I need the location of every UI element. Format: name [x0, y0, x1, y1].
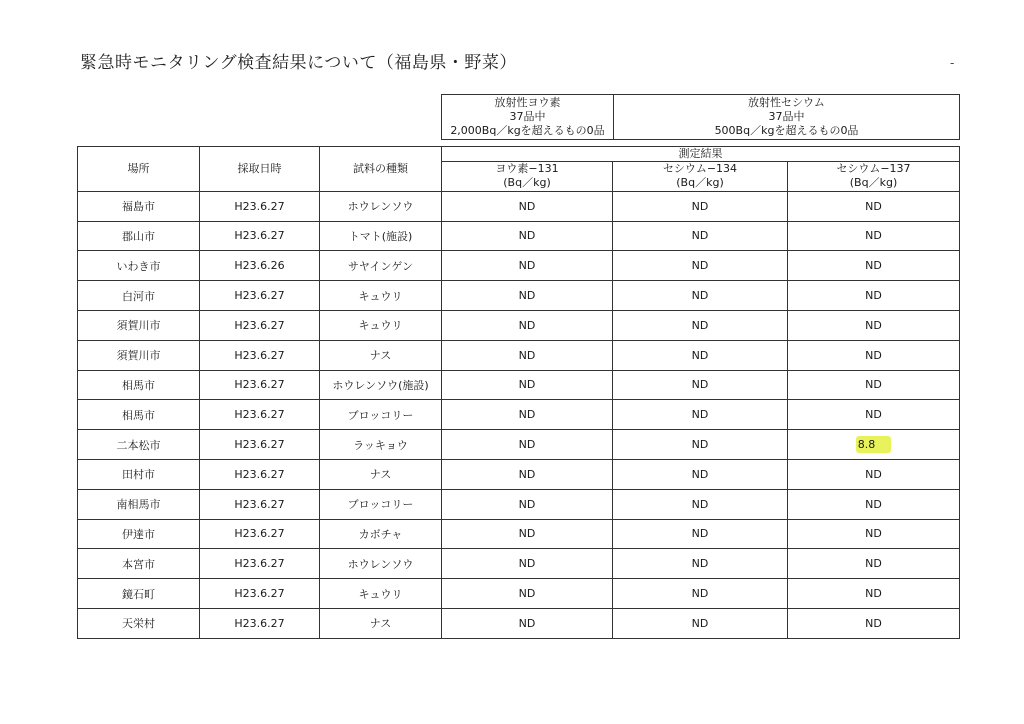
cell-sample: ラッキョウ [320, 430, 442, 460]
summary-iodine-label: 放射性ヨウ素 [494, 96, 561, 109]
cell-date: H23.6.27 [200, 340, 320, 370]
cell-date: H23.6.27 [200, 579, 320, 609]
cell-cs137: ND [788, 340, 960, 370]
table-row [78, 579, 960, 609]
results-body [78, 191, 960, 638]
cell-sample: トマト(施設) [320, 221, 442, 251]
cell-i131: ND [442, 549, 613, 579]
cell-cs137: ND [788, 400, 960, 430]
cell-i131: ND [442, 489, 613, 519]
cell-cs137: ND [788, 221, 960, 251]
summary-cesium-count: 37品中 [768, 110, 805, 123]
summary-iodine [442, 95, 614, 140]
cell-place: 二本松市 [78, 430, 200, 460]
table-row [78, 251, 960, 281]
summary-iodine-result: 2,000Bq／kgを超えるもの0品 [450, 124, 605, 137]
cell-cs137: ND [788, 281, 960, 311]
cell-place: 鏡石町 [78, 579, 200, 609]
table-row [78, 400, 960, 430]
cell-cs137 [788, 430, 960, 460]
cell-date: H23.6.27 [200, 430, 320, 460]
cell-sample: キュウリ [320, 281, 442, 311]
cell-cs137: ND [788, 370, 960, 400]
cell-sample: キュウリ [320, 579, 442, 609]
cell-i131: ND [442, 579, 613, 609]
cell-place: 福島市 [78, 191, 200, 221]
cell-place: 相馬市 [78, 370, 200, 400]
cell-i131: ND [442, 310, 613, 340]
cell-date: H23.6.27 [200, 519, 320, 549]
table-row [78, 370, 960, 400]
header-i131 [442, 162, 613, 192]
cell-date: H23.6.27 [200, 310, 320, 340]
header-cs134 [613, 162, 788, 192]
cell-place: 天栄村 [78, 608, 200, 638]
cell-sample: サヤインゲン [320, 251, 442, 281]
cell-place: 田村市 [78, 459, 200, 489]
table-row [78, 191, 960, 221]
cell-place: 郡山市 [78, 221, 200, 251]
cell-cs137: ND [788, 251, 960, 281]
cell-cs134: ND [613, 608, 788, 638]
cell-date: H23.6.27 [200, 608, 320, 638]
cell-cs137: ND [788, 579, 960, 609]
cell-i131: ND [442, 340, 613, 370]
cell-sample: ナス [320, 340, 442, 370]
table-row [78, 519, 960, 549]
cell-i131: ND [442, 608, 613, 638]
table-row [78, 310, 960, 340]
cell-date: H23.6.27 [200, 191, 320, 221]
header-i131-unit: (Bq／kg) [503, 176, 551, 190]
header-sample: 試料の種類 [320, 147, 442, 192]
cell-cs137: ND [788, 489, 960, 519]
cell-i131: ND [442, 459, 613, 489]
cell-cs134: ND [613, 251, 788, 281]
cell-place: 相馬市 [78, 400, 200, 430]
table-row [78, 549, 960, 579]
cell-i131: ND [442, 191, 613, 221]
cell-place: 須賀川市 [78, 310, 200, 340]
document-title: 緊急時モニタリング検査結果について（福島県・野菜） [80, 53, 517, 73]
cell-cs134: ND [613, 191, 788, 221]
summary-cesium-result: 500Bq／kgを超えるもの0品 [714, 124, 859, 137]
corner-mark: - [950, 56, 955, 70]
cell-sample: ナス [320, 608, 442, 638]
cell-cs137: ND [788, 310, 960, 340]
cell-i131: ND [442, 370, 613, 400]
table-row [78, 459, 960, 489]
cell-place: 白河市 [78, 281, 200, 311]
cell-cs134: ND [613, 430, 788, 460]
cell-i131: ND [442, 221, 613, 251]
header-cs137-unit: (Bq／kg) [849, 176, 898, 190]
cell-cs134: ND [613, 549, 788, 579]
cell-cs137: ND [788, 608, 960, 638]
cell-cs134: ND [613, 489, 788, 519]
cell-sample: ブロッコリー [320, 400, 442, 430]
header-cs137-name: セシウム−137 [836, 162, 911, 176]
summary-cesium [614, 95, 960, 140]
cell-cs137: ND [788, 191, 960, 221]
cell-cs134: ND [613, 370, 788, 400]
results-table [77, 146, 960, 639]
summary-iodine-count: 37品中 [509, 110, 546, 123]
cell-cs134: ND [613, 221, 788, 251]
table-row [78, 489, 960, 519]
cell-place: いわき市 [78, 251, 200, 281]
header-place: 場所 [78, 147, 200, 192]
cell-sample: ホウレンソウ [320, 549, 442, 579]
cell-cs134: ND [613, 340, 788, 370]
cell-date: H23.6.26 [200, 251, 320, 281]
cell-i131: ND [442, 430, 613, 460]
cell-i131: ND [442, 251, 613, 281]
cell-date: H23.6.27 [200, 549, 320, 579]
cell-i131: ND [442, 281, 613, 311]
cell-date: H23.6.27 [200, 400, 320, 430]
cell-place: 須賀川市 [78, 340, 200, 370]
cell-cs134: ND [613, 281, 788, 311]
cell-date: H23.6.27 [200, 281, 320, 311]
header-cs134-name: セシウム−134 [662, 162, 738, 176]
cell-place: 南相馬市 [78, 489, 200, 519]
cell-sample: ブロッコリー [320, 489, 442, 519]
cell-sample: ホウレンソウ [320, 191, 442, 221]
cell-sample: カボチャ [320, 519, 442, 549]
cell-i131: ND [442, 519, 613, 549]
summary-table [441, 94, 960, 140]
cell-cs134: ND [613, 459, 788, 489]
header-cs134-unit: (Bq／kg) [676, 176, 724, 190]
highlighted-value: 8.8 [856, 436, 892, 453]
summary-cesium-label: 放射性セシウム [748, 96, 825, 109]
cell-cs134: ND [613, 579, 788, 609]
cell-date: H23.6.27 [200, 489, 320, 519]
header-cs137 [788, 162, 960, 192]
cell-sample: キュウリ [320, 310, 442, 340]
table-row [78, 221, 960, 251]
header-results: 測定結果 [442, 147, 960, 162]
cell-place: 本宮市 [78, 549, 200, 579]
table-row [78, 430, 960, 460]
cell-cs137: ND [788, 549, 960, 579]
cell-sample: ナス [320, 459, 442, 489]
table-row [78, 340, 960, 370]
cell-place: 伊達市 [78, 519, 200, 549]
cell-cs134: ND [613, 310, 788, 340]
cell-cs134: ND [613, 519, 788, 549]
cell-sample: ホウレンソウ(施設) [320, 370, 442, 400]
table-row [78, 281, 960, 311]
table-row [78, 608, 960, 638]
cell-date: H23.6.27 [200, 459, 320, 489]
header-i131-name: ヨウ素−131 [495, 162, 559, 176]
cell-date: H23.6.27 [200, 370, 320, 400]
cell-cs137: ND [788, 459, 960, 489]
cell-cs137: ND [788, 519, 960, 549]
cell-cs134: ND [613, 400, 788, 430]
cell-date: H23.6.27 [200, 221, 320, 251]
header-date: 採取日時 [200, 147, 320, 192]
cell-i131: ND [442, 400, 613, 430]
